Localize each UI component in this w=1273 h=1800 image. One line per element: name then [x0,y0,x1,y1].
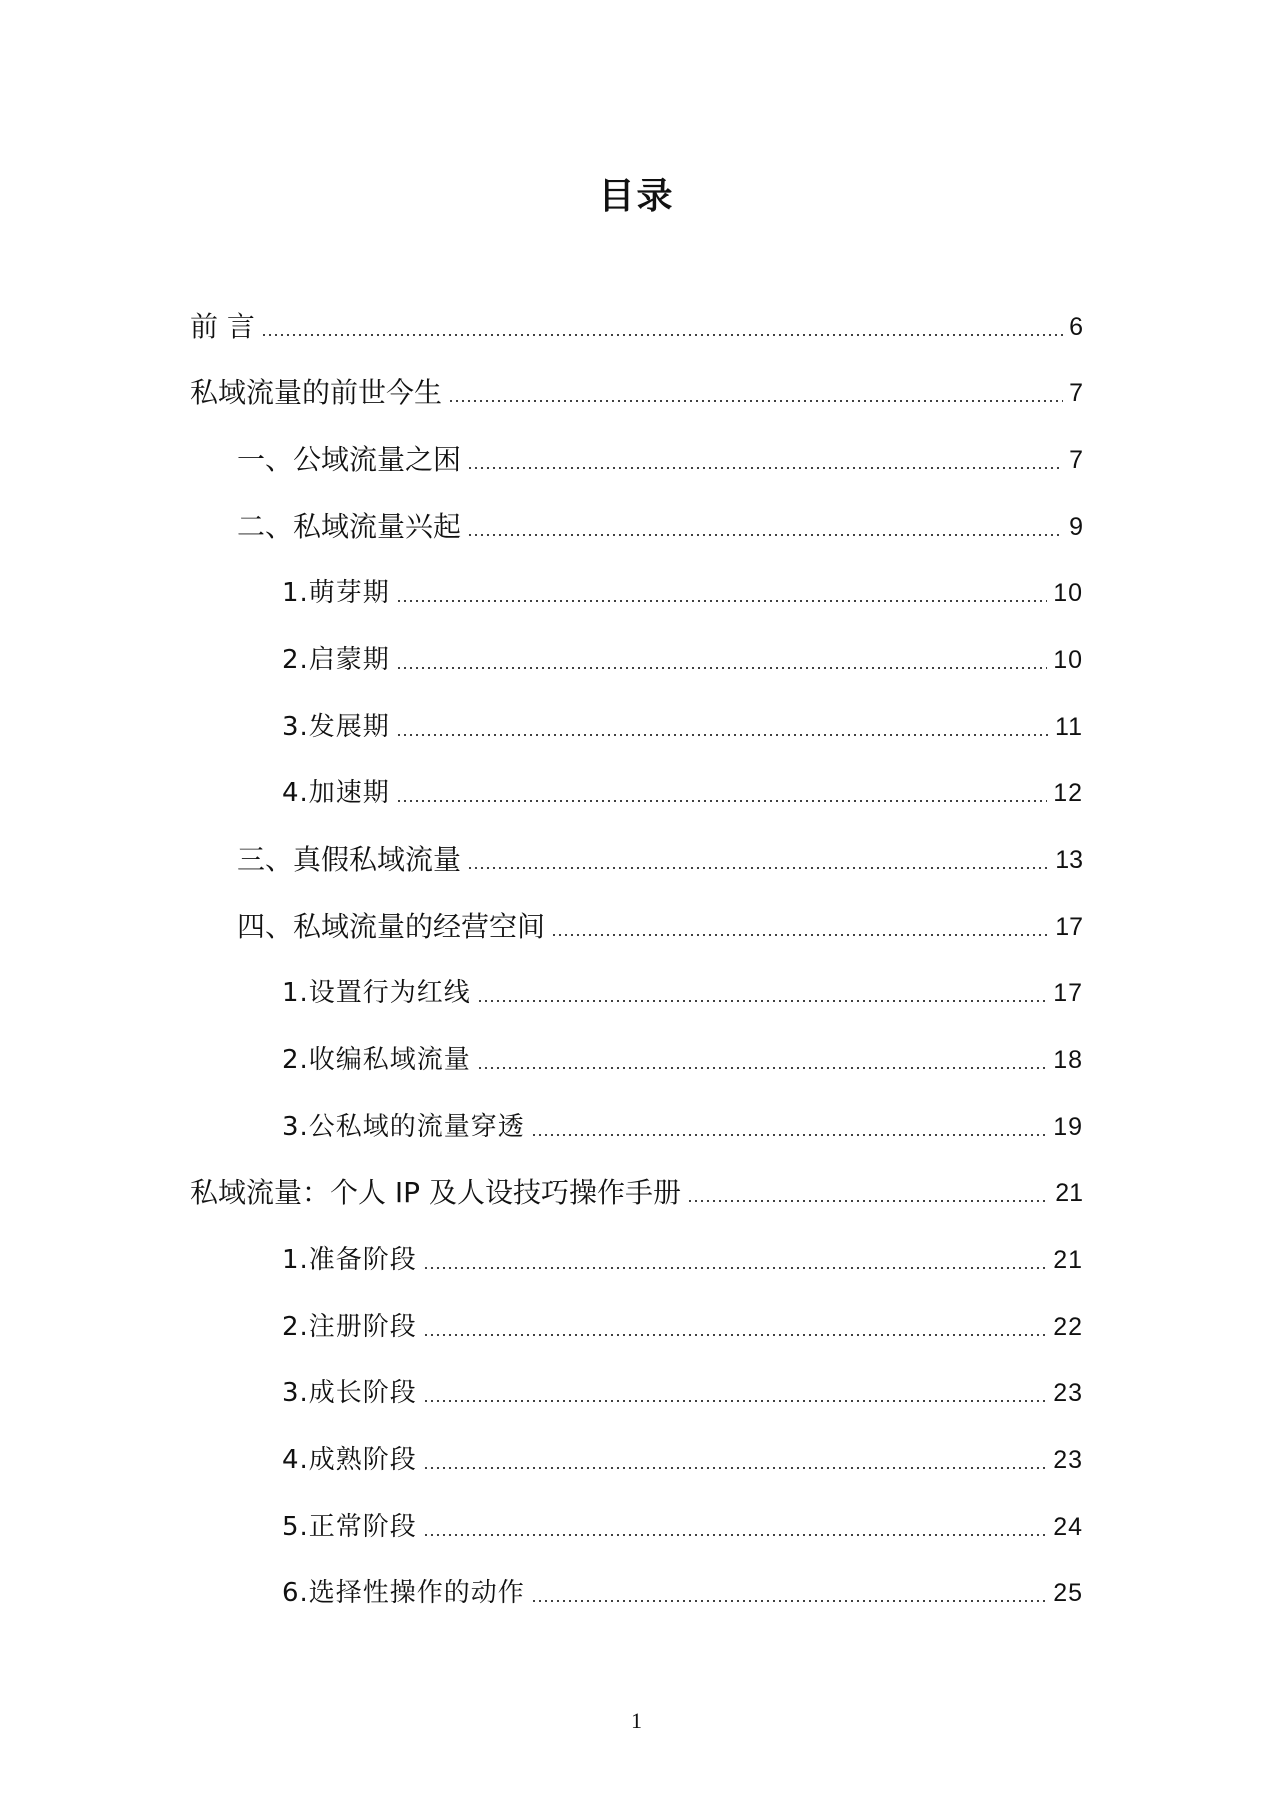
toc-entry-subsection[interactable] [282,1503,1083,1543]
toc-entry-section[interactable] [237,903,1083,943]
toc-entry-page: 22 [1053,1313,1083,1341]
toc-entry-preface[interactable] [190,303,1083,343]
toc-entry-label: 前 言 [190,310,255,343]
toc-entry-page: 21 [1055,1179,1083,1207]
toc-entry-subsection[interactable] [282,569,1083,609]
dot-leader [467,467,1063,469]
toc-entry-label: 1.设置行为红线 [282,978,471,1008]
dot-leader [448,400,1063,402]
toc-entry-label: 2.启蒙期 [282,645,390,675]
toc-entry-page: 6 [1069,313,1083,341]
toc-entry-subsection[interactable] [282,1303,1083,1343]
toc-entry-page: 18 [1053,1046,1083,1074]
dot-leader [423,1334,1047,1336]
toc-entry-page: 10 [1053,579,1083,607]
dot-leader [467,867,1049,869]
toc-entry-page: 11 [1055,713,1083,741]
dot-leader [396,600,1047,602]
toc-entry-page: 17 [1053,979,1083,1007]
dot-leader [531,1600,1047,1602]
toc-entry-page: 17 [1055,913,1083,941]
toc-entry-page: 10 [1053,646,1083,674]
toc-entry-label: 3.公私域的流量穿透 [282,1112,525,1142]
toc-entry-page: 13 [1055,846,1083,874]
toc-entry-subsection[interactable] [282,1236,1083,1276]
toc-entry-section[interactable] [237,836,1083,876]
toc-entry-subsection[interactable] [282,1103,1083,1143]
toc-entry-label: 3.发展期 [282,712,390,742]
toc-entry-subsection[interactable] [282,769,1083,809]
toc-entry-subsection[interactable] [282,1036,1083,1076]
toc-entry-subsection[interactable] [282,1369,1083,1409]
toc-entry-subsection[interactable] [282,1569,1083,1609]
toc-entry-label: 私域流量：个人 IP 及人设技巧操作手册 [190,1176,681,1209]
dot-leader [687,1200,1049,1202]
toc-entry-subsection[interactable] [282,1436,1083,1476]
toc-entry-label: 4.加速期 [282,778,390,808]
dot-leader [396,667,1047,669]
toc-entry-label: 6.选择性操作的动作 [282,1578,525,1608]
toc-entry-page: 7 [1069,446,1083,474]
toc-entry-label: 2.收编私域流量 [282,1045,471,1075]
toc-entry-subsection[interactable] [282,636,1083,676]
toc-entry-page: 24 [1053,1513,1083,1541]
dot-leader [423,1467,1047,1469]
toc-entry-page: 25 [1053,1579,1083,1607]
toc-entry-label: 二、私域流量兴起 [237,510,462,543]
toc-entry-label: 4.成熟阶段 [282,1445,417,1475]
dot-leader [551,934,1049,936]
dot-leader [477,1067,1047,1069]
toc-entry-label: 三、真假私域流量 [237,843,462,876]
dot-leader [396,800,1047,802]
toc-entry-label: 3.成长阶段 [282,1378,417,1408]
toc-entry-page: 9 [1069,513,1083,541]
dot-leader [477,1000,1047,1002]
toc-entry-label: 一、公域流量之困 [237,443,462,476]
toc-entry-section[interactable] [237,503,1083,543]
toc-entry-label: 2.注册阶段 [282,1312,417,1342]
dot-leader [531,1134,1047,1136]
dot-leader [467,534,1063,536]
page-title: 目录 [598,176,675,217]
toc-entry-page: 23 [1053,1379,1083,1407]
dot-leader [423,1267,1047,1269]
toc-entry-label: 四、私域流量的经营空间 [237,910,546,943]
toc-entry-label: 1.萌芽期 [282,578,390,608]
toc-entry-page: 23 [1053,1446,1083,1474]
toc-entry-subsection[interactable] [282,703,1083,743]
toc-entry-label: 1.准备阶段 [282,1245,417,1275]
toc-entry-page: 7 [1069,379,1083,407]
toc-entry-label: 私域流量的前世今生 [190,376,443,409]
toc-entry-section[interactable] [237,436,1083,476]
dot-leader [423,1400,1047,1402]
toc-entry-label: 5.正常阶段 [282,1512,417,1542]
dot-leader [396,734,1049,736]
toc-entry-page: 21 [1053,1246,1083,1274]
toc-entry-chapter-2[interactable] [190,1169,1083,1209]
toc-entry-page: 19 [1053,1113,1083,1141]
toc-entry-chapter-1[interactable] [190,369,1083,409]
toc-entry-page: 12 [1053,779,1083,807]
dot-leader [423,1534,1047,1536]
toc-entry-subsection[interactable] [282,969,1083,1009]
page-number: 1 [631,1708,642,1733]
dot-leader [261,334,1063,336]
